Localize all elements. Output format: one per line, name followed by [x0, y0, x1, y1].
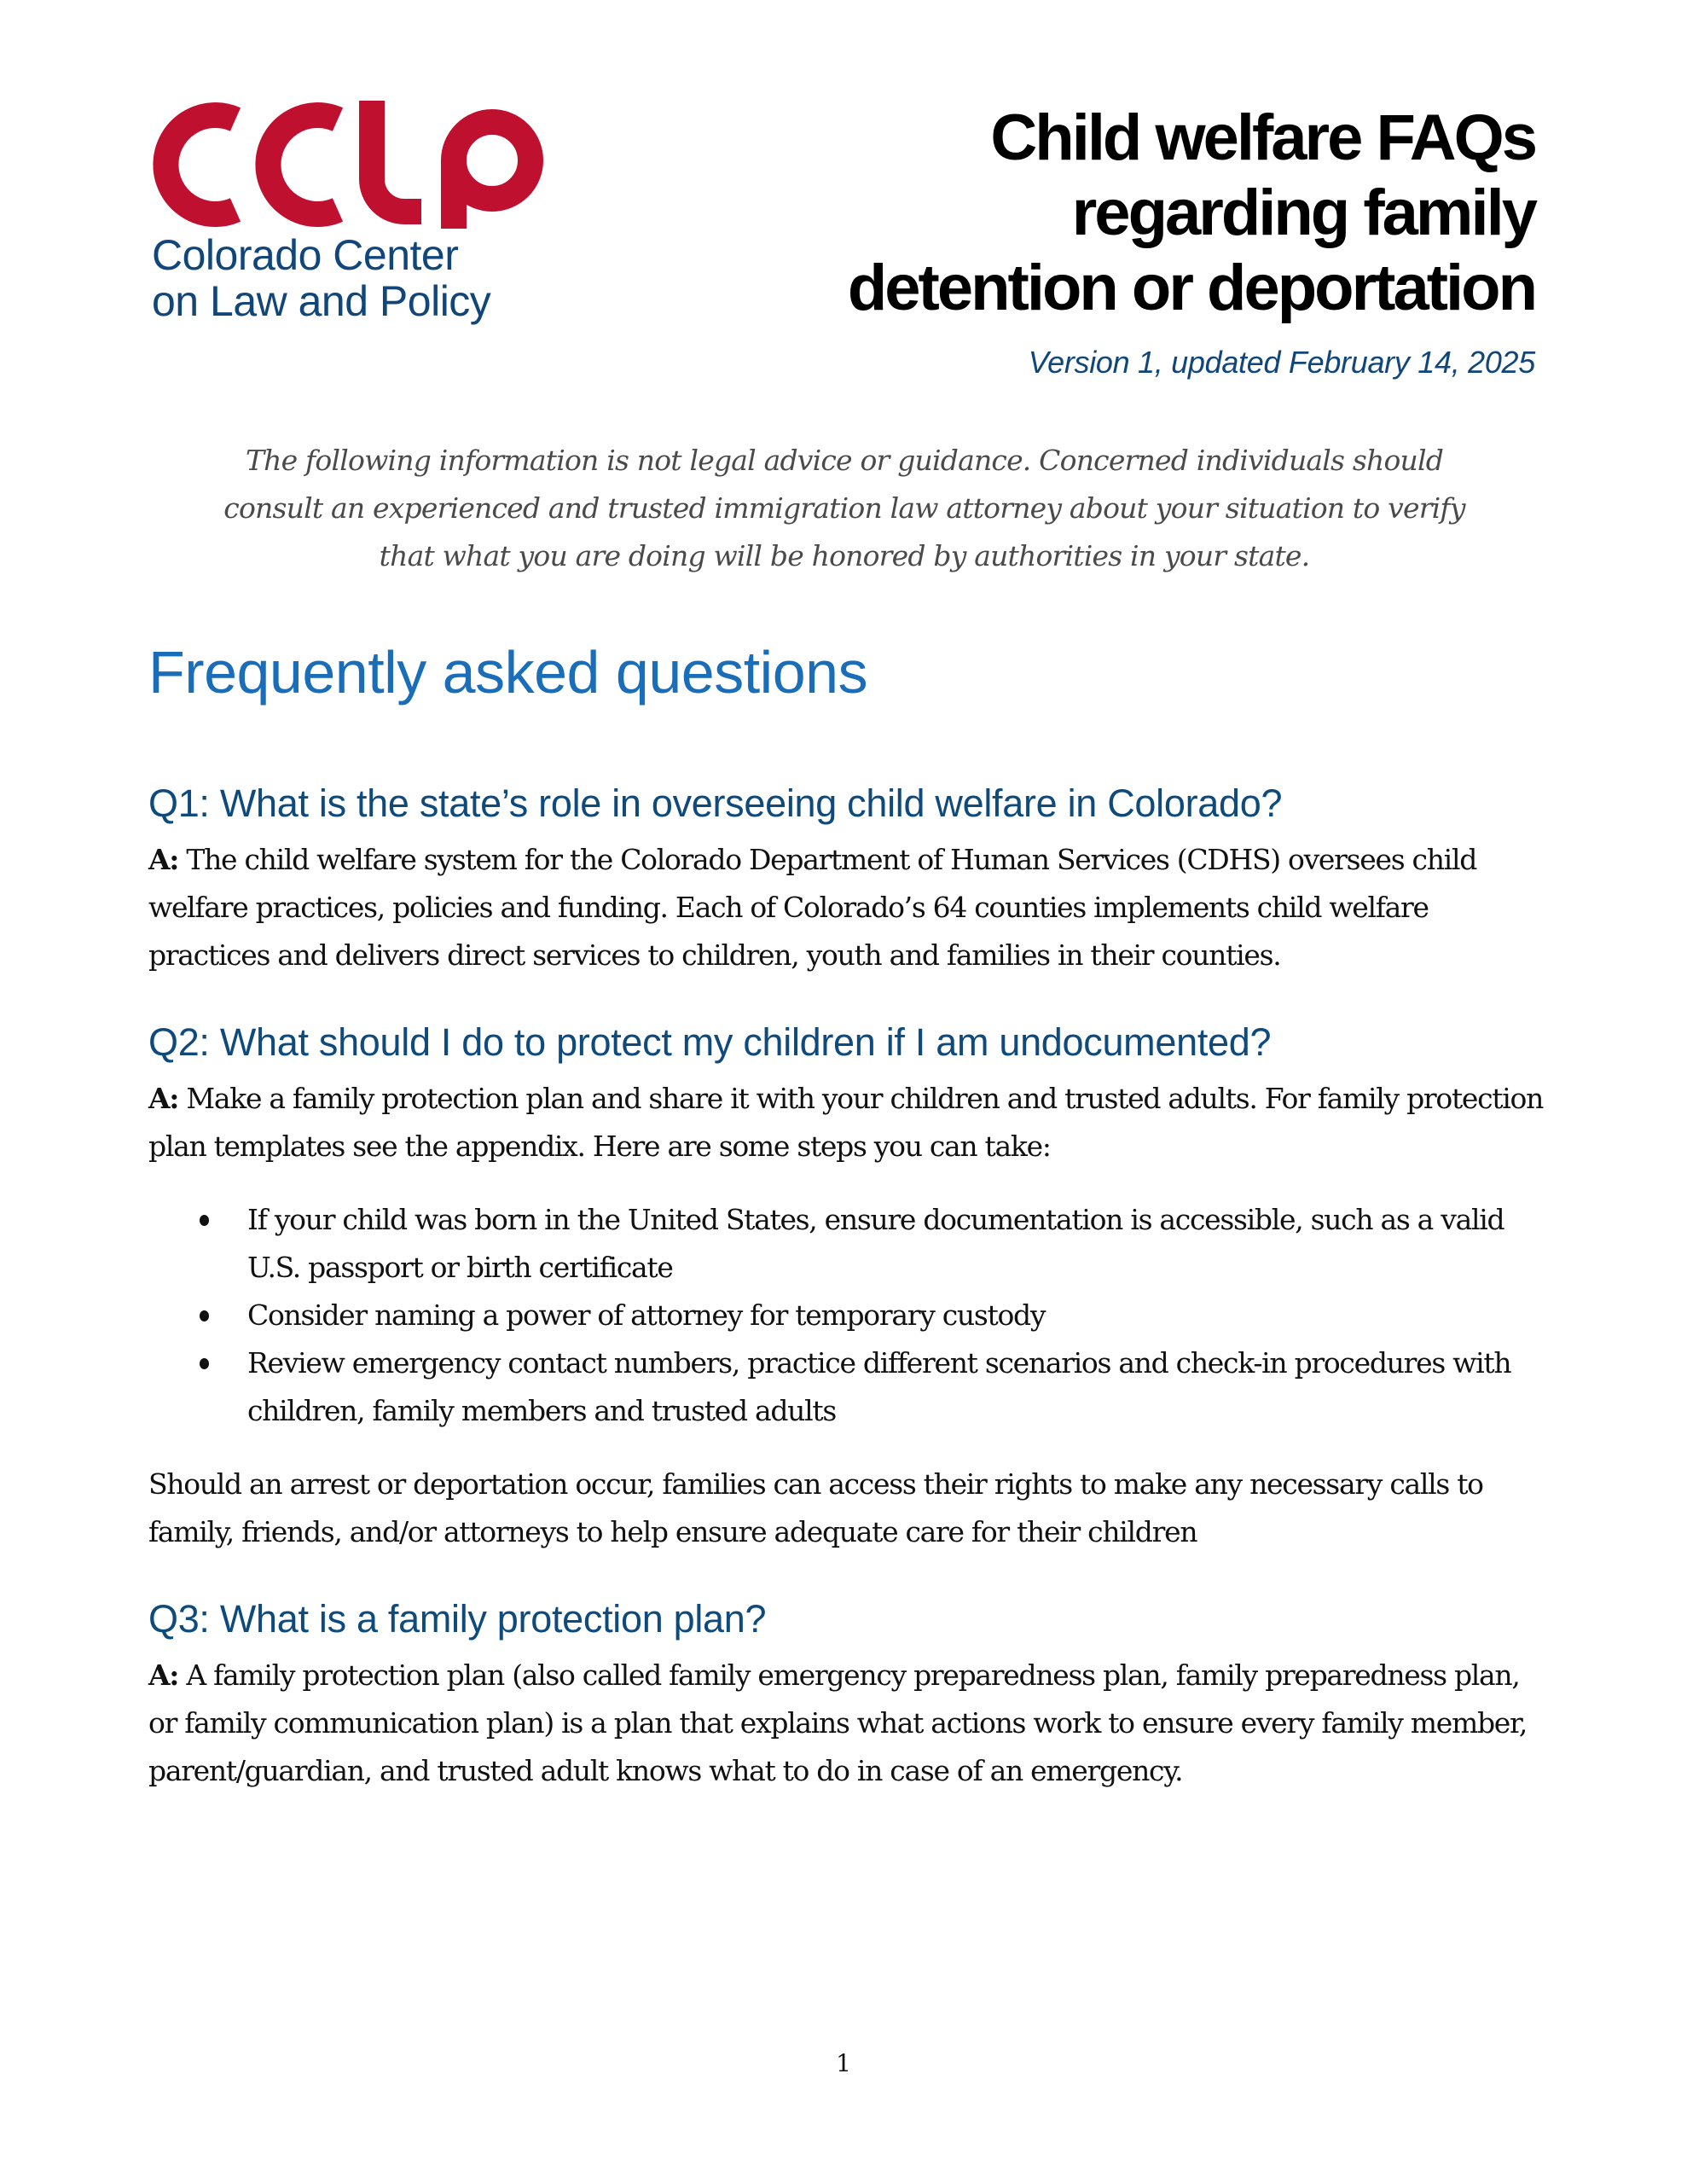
list-item — [148, 1196, 1544, 1292]
bullet-icon — [200, 1215, 209, 1226]
faq-question: Q2: What should I do to protect my children if I am undocumented? — [148, 1020, 1272, 1064]
logo-letter-c2 — [268, 115, 338, 214]
disclaimer-line-2: consult an experienced and trusted immigration law attorney about your situation to verify — [223, 491, 1465, 525]
disclaimer-line-1: The following information is not legal advice or guidance. Concerned individuals should — [245, 444, 1444, 477]
answer-label: A: — [148, 1082, 179, 1115]
logo-letter-p-bowl — [454, 122, 530, 199]
cclp-logo — [152, 101, 553, 324]
list-item-text: Consider naming a power of attorney for temporary custody — [247, 1298, 1046, 1332]
answer-text: Make a family protection plan and share it with your children and trusted adults. For family protection plan templates see the appendix. Here are some steps you can take: — [148, 1082, 1544, 1163]
faq-item-q2 — [148, 1020, 1544, 1556]
bullet-icon — [200, 1310, 209, 1321]
faq-question: Q3: What is a family protection plan? — [148, 1597, 767, 1641]
faq-answer — [148, 1652, 1544, 1795]
faq-item-q1 — [148, 781, 1544, 979]
faq-list — [148, 781, 1544, 1836]
title-line-2: regarding family — [1071, 177, 1535, 249]
bullet-icon — [200, 1358, 209, 1369]
logo-letter-c1 — [165, 115, 235, 214]
faq-answer — [148, 1075, 1544, 1170]
answer-label: A: — [148, 1658, 179, 1692]
document-title — [682, 101, 1535, 326]
faq-item-q3 — [148, 1597, 1544, 1795]
list-item — [148, 1292, 1544, 1339]
version-label: Version 1, updated February 14, 2025 — [1028, 345, 1535, 380]
title-line-3: detention or deportation — [847, 252, 1535, 324]
page-number: 1 — [836, 2049, 851, 2077]
answer-label: A: — [148, 843, 179, 876]
list-item-text: Review emergency contact numbers, practice different scenarios and check-in procedures with children, family members and trusted adults — [247, 1346, 1511, 1427]
list-item-text: If your child was born in the United States, ensure documentation is accessible, such as a valid U.S. passport or birth certificate — [247, 1203, 1504, 1284]
faq-answer — [148, 836, 1544, 979]
cclp-logo-mark — [152, 101, 544, 229]
title-block — [682, 101, 1535, 380]
list-item — [148, 1339, 1544, 1435]
title-line-1: Child welfare FAQs — [990, 102, 1535, 174]
logo-line-2: on Law and Policy — [152, 277, 491, 325]
steps-list — [148, 1196, 1544, 1435]
answer-text: A family protection plan (also called family emergency preparedness plan, family preparedness plan, or family communication plan) is a plan that explains what actions work to ensure every family member, parent/guardian, and trusted adult knows what to do in case of an emergency. — [148, 1658, 1528, 1787]
section-heading: Frequently asked questions — [148, 639, 868, 706]
logo-line-1: Colorado Center — [152, 231, 459, 279]
logo-wordmark — [152, 232, 553, 324]
logo-letter-l — [372, 101, 421, 212]
faq-question: Q1: What is the state’s role in overseeing child welfare in Colorado? — [148, 781, 1283, 825]
faq-follow-up: Should an arrest or deportation occur, families can access their rights to make any necessary calls to family, friends, and/or attorneys to help ensure adequate care for their children — [148, 1467, 1483, 1548]
disclaimer-line-3: that what you are doing will be honored by authorities in your state. — [379, 539, 1310, 572]
answer-text: The child welfare system for the Colorado Department of Human Services (CDHS) oversees child welfare practices, policies and funding. Each of Colorado’s 64 counties implements child welfare practices and delivers direct services to children, youth and families in their counties. — [148, 843, 1477, 972]
legal-disclaimer — [145, 437, 1544, 580]
